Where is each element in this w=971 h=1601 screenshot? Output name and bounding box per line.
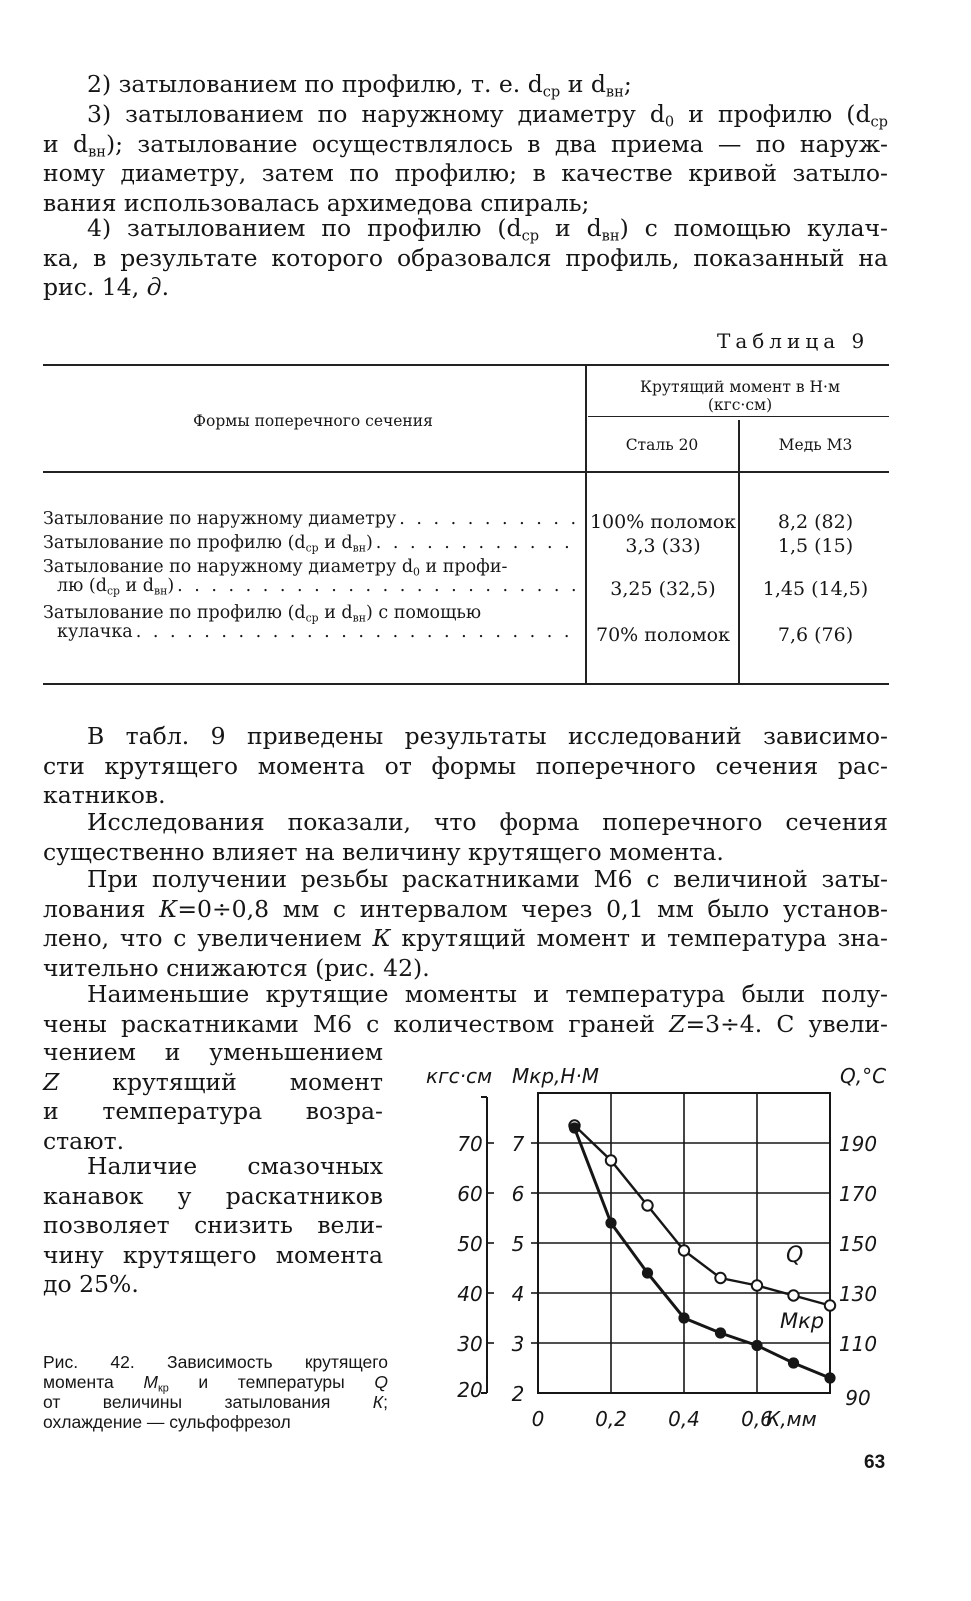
table-row-label: Затылование по профилю ($d_{ср}$ и $d_{вн}$) с помощью кулачка . . . xyxy=(43,604,575,642)
text-line: Наименьшие крутящие моменты и температура были полу- xyxy=(87,980,888,1008)
x-axis-tick-label: 0,2 xyxy=(595,1407,627,1431)
text-line: ка, в результате которого образовался профиль, показанный на xyxy=(43,243,888,272)
table-cell-steel: 70% поломок xyxy=(596,624,730,646)
data-point-q xyxy=(752,1280,762,1290)
data-point-mkr xyxy=(605,1217,616,1228)
data-point-q xyxy=(606,1155,616,1165)
table-row-label: Затылование по наружному диаметру . . . xyxy=(43,510,575,529)
text-line: чину крутящего момента xyxy=(43,1240,383,1269)
inner-axis-tick-label: 3 xyxy=(511,1332,525,1356)
text-line: В табл. 9 приведены результаты исследований зависимо- xyxy=(87,722,888,750)
inner-axis-tick-label: 6 xyxy=(511,1182,525,1206)
data-point-mkr xyxy=(788,1357,799,1368)
x-axis-tick-label: 0,4 xyxy=(668,1407,700,1431)
data-point-mkr xyxy=(678,1312,689,1323)
series-label-q: Q xyxy=(786,1243,804,1268)
text-line: до 25%. xyxy=(43,1270,139,1298)
text-line: вания использовалась архимедова спираль; xyxy=(43,188,590,217)
caption-line: от величины затылования К; xyxy=(43,1392,388,1412)
page-number: 63 xyxy=(864,1452,886,1473)
text-line: 2) затылованием по профилю, т. е. $d_{ср}$ и $d_{вн}$; xyxy=(87,70,632,101)
outer-axis-tick-label: 20 xyxy=(457,1378,483,1402)
text-line: рис. 14, д. xyxy=(43,273,170,301)
data-point-q xyxy=(715,1273,725,1283)
figure-caption xyxy=(43,1352,388,1432)
text-line: сти крутящего момента от формы поперечного сечения рас- xyxy=(43,751,888,780)
x-axis-label: К,мм xyxy=(766,1407,817,1431)
inner-axis-label: Мкр,Н·М xyxy=(512,1064,600,1088)
text-line: 4) затылованием по профилю ($d_{ср}$ и $d_{вн}$) с помощью кулач- xyxy=(87,214,888,245)
text-line: существенно влияет на величину крутящего момента. xyxy=(43,837,724,866)
outer-axis-tick-label: 50 xyxy=(457,1232,483,1256)
inner-axis-tick-label: 2 xyxy=(511,1382,525,1406)
right-axis-tick-label: 130 xyxy=(838,1282,878,1306)
data-point-mkr xyxy=(715,1327,726,1338)
caption-line: Рис. 42. Зависимость крутящего xyxy=(43,1352,388,1372)
text-line: Исследования показали, что форма поперечного сечения xyxy=(87,808,888,836)
outer-axis-tick-label: 40 xyxy=(457,1282,483,1306)
table-cell-steel: 100% поломок xyxy=(589,511,737,533)
series-label-mkr: Mкр xyxy=(780,1309,825,1333)
header-copper: Медь М3 xyxy=(778,436,853,454)
table-row-label: Затылование по профилю ($d_{ср}$ и $d_{вн}$) . . . xyxy=(43,534,575,553)
text-line: чены раскатниками М6 с количеством граней Z=3÷4. С увели- xyxy=(43,1009,888,1038)
table-cell-steel: 3,25 (32,5) xyxy=(610,578,716,600)
right-axis-label: Q,°С xyxy=(840,1064,887,1088)
caption-line: момента $М_{кр}$ и температуры Q xyxy=(43,1372,389,1395)
table-cell-steel: 3,3 (33) xyxy=(625,535,701,557)
text-line: Z крутящий момент xyxy=(43,1067,383,1096)
inner-axis-tick-label: 5 xyxy=(511,1232,525,1256)
text-line: чительно снижаются (рис. 42). xyxy=(43,953,430,982)
outer-axis-tick-label: 30 xyxy=(457,1332,483,1356)
text-line: лования К=0÷0,8 мм с интервалом через 0,1 мм было установ- xyxy=(43,894,888,923)
data-point-q xyxy=(825,1300,835,1310)
text-line: лено, что с увеличением К крутящий момент и температура зна- xyxy=(43,924,888,952)
data-point-mkr xyxy=(569,1122,580,1133)
table-cell-copper: 1,5 (15) xyxy=(777,535,854,557)
data-point-q xyxy=(642,1200,652,1210)
data-point-q xyxy=(679,1245,689,1255)
right-axis-tick-label: 190 xyxy=(838,1132,878,1156)
x-axis-tick-label: 0 xyxy=(531,1407,545,1431)
table-cell-copper: 7,6 (76) xyxy=(777,624,854,646)
text-line: 3) затылованием по наружному диаметру $d_0$ и профилю ($d_{ср}$ xyxy=(87,100,888,131)
text-line: и $d_{вн}$); затылование осуществлялось в два приема — по наруж- xyxy=(43,129,888,160)
right-axis-tick-label: 150 xyxy=(838,1232,878,1256)
text-line: Наличие смазочных xyxy=(87,1152,383,1180)
text-line: При получении резьбы раскатниками М6 с величиной заты- xyxy=(87,865,888,893)
series-line-q xyxy=(575,1126,831,1306)
caption-line: охлаждение — сульфофрезол xyxy=(43,1412,291,1432)
inner-axis-tick-label: 7 xyxy=(511,1132,525,1156)
header-forms: Формы поперечного сечения xyxy=(193,412,433,430)
table-cell-copper: 1,45 (14,5) xyxy=(762,578,869,600)
outer-axis-tick-label: 70 xyxy=(457,1132,483,1156)
data-point-mkr xyxy=(824,1372,835,1383)
x-axis-tick-label: 0,6 xyxy=(741,1407,773,1431)
outer-axis-label: кгс·см xyxy=(426,1064,493,1088)
text-line: канавок у раскатников xyxy=(43,1181,383,1210)
data-point-mkr xyxy=(751,1340,762,1351)
text-line: катников. xyxy=(43,781,166,809)
table-cell-copper: 8,2 (82) xyxy=(777,511,854,533)
text-line: позволяет снизить вели- xyxy=(43,1211,383,1239)
text-line: и температура возра- xyxy=(43,1097,383,1125)
header-steel: Сталь 20 xyxy=(625,436,699,454)
header-torque-group: Крутящий момент в Н·м (кгс·см) xyxy=(640,378,840,414)
text-line: ному диаметру, затем по профилю; в качестве кривой затыло- xyxy=(43,159,888,187)
right-axis-tick-label: 90 xyxy=(845,1386,871,1410)
inner-axis-tick-label: 4 xyxy=(511,1282,525,1306)
text-line: стают. xyxy=(43,1126,125,1155)
data-point-mkr xyxy=(642,1267,653,1278)
table-caption: Таблица 9 xyxy=(717,329,870,353)
right-axis-tick-label: 110 xyxy=(838,1332,878,1356)
right-axis-tick-label: 170 xyxy=(838,1182,878,1206)
data-point-q xyxy=(788,1290,798,1300)
outer-axis-tick-label: 60 xyxy=(457,1182,483,1206)
text-line: чением и уменьшением xyxy=(43,1038,383,1066)
table-row-label: Затылование по наружному диаметру $d_0$ и профи- лю ($d_{ср}$ и $d_{вн}$) . . . xyxy=(43,558,575,596)
